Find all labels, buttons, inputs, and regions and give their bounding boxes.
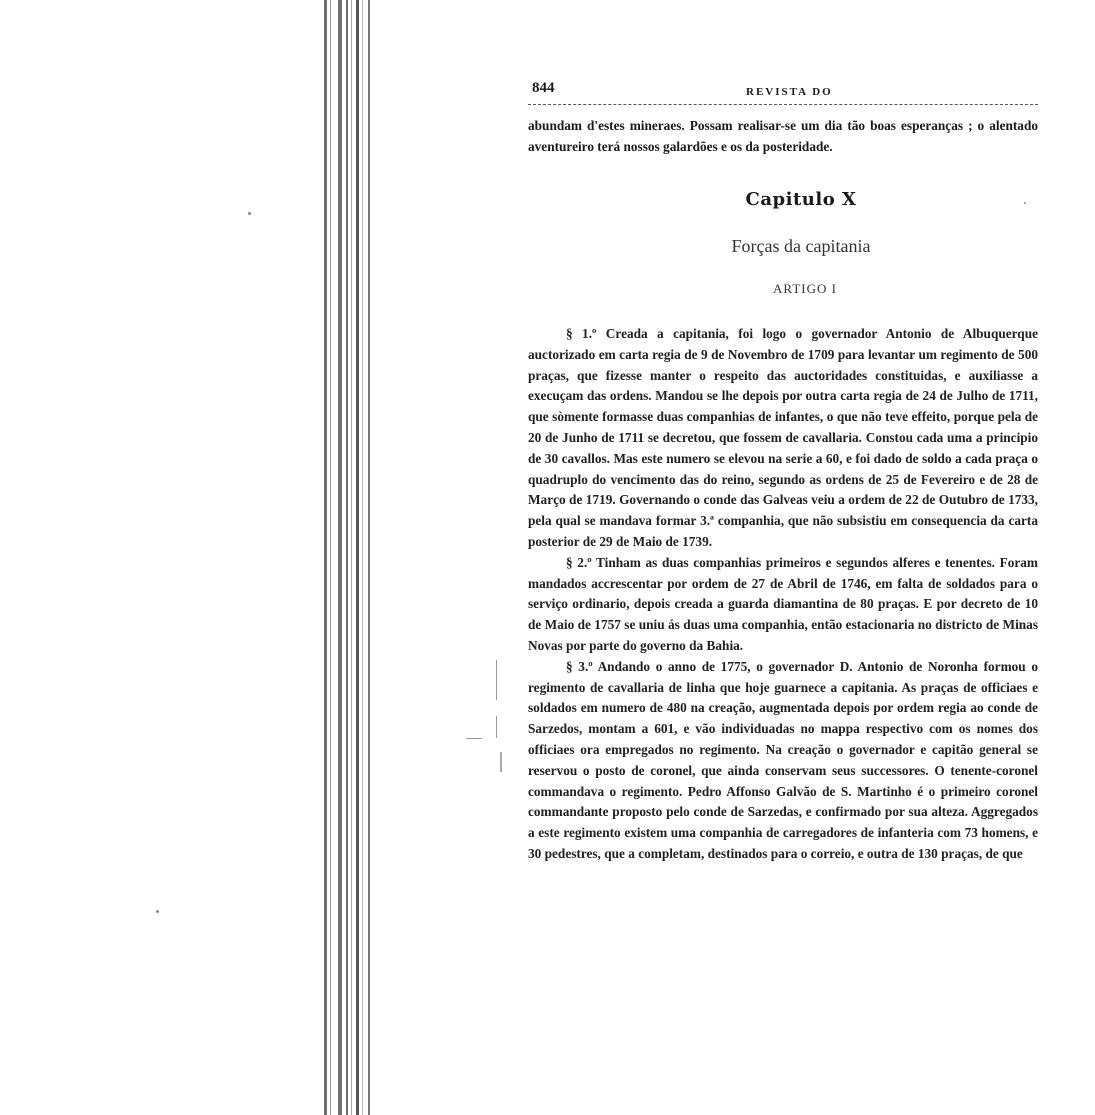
margin-mark: [496, 660, 497, 700]
margin-mark: [496, 716, 497, 738]
gutter-line: [330, 0, 331, 1115]
gutter-line: [351, 0, 352, 1115]
book-page: [528, 70, 1038, 865]
book-gutter: [318, 0, 378, 1115]
header-rule: [528, 104, 1038, 105]
margin-mark: [500, 752, 502, 772]
gutter-line: [346, 0, 348, 1115]
lead-paragraph: abundam d'estes mineraes. Possam realisar-se um dia tão boas esperanças ; o alentado aventureiro terá nossos galardões e os da posteridade.: [528, 118, 1038, 154]
paragraph: § 3.º Andando o anno de 1775, o governador D. Antonio de Noronha formou o regimento de cavallaria de linha que hoje guarnece a capitania. As praças de officiaes e soldados em numero de 480 na creação, augmentada depois por ordem regia ao conde de Sarzedos, montam a 601, e vão individuadas no mappa respectivo com os nomes dos officiaes ora empregados no regimento. Na creação o governador e capitão general se reservou o posto de coronel, que ainda conservam seus successores. O tenente-coronel commandava o regimento. Pedro Affonso Galvão de S. Martinho é o primeiro coronel commandante proposto pelo conde de Sarzedas, e confirmado por sua alteza. Aggregados a este regimento existem uma companhia de carregadores de infanteria com 73 homens, e 30 pedestres, que a completam, destinados para o correio, e outra de 130 praças, de que: [528, 658, 1038, 861]
chapter-subtitle: Forças da capitania: [731, 236, 871, 257]
running-head: [528, 70, 1038, 96]
gutter-line: [338, 0, 342, 1115]
margin-mark: [466, 738, 482, 739]
gutter-line: [356, 0, 359, 1115]
scan-speck: [156, 910, 159, 913]
paragraph: § 1.º Creada a capitania, foi logo o governador Antonio de Albuquerque auctorizado em carta regia de 9 de Novembro de 1709 para levantar um regimento de 500 praças, que fizesse manter o respeito das auctoridades constituidas, e auxiliasse a execuçam das ordens. Mandou se lhe depois por outra carta regia de 24 de Julho de 1711, que sòmente formasse duas companhias de infantes, o que não teve effeito, porque pela de 20 de Junho de 1711 se decretou, que fossem de cavallaria. Constou cada uma a principio de 30 cavallos. Mas este numero se elevou na serie a 60, e foi dado de soldo a cada praça o quadruplo do vencimento das do reino, segundo as ordens de 25 de Fevereiro e de 28 de Março de 1719. Governando o conde das Galveas veiu a ordem de 22 de Outubro de 1733, pela qual se mandava formar 3.ª companhia, que não subsistiu em consequencia da carta posterior de 29 de Maio de 1739.: [528, 325, 1038, 549]
article-heading: ARTIGO I: [773, 281, 837, 297]
journal-title: REVISTA DO: [746, 86, 833, 98]
chapter-title: Capitulo X: [745, 188, 857, 210]
gutter-line: [362, 0, 363, 1115]
page-body: [528, 116, 1038, 865]
paragraph: § 2.º Tinham as duas companhias primeiros e segundos alferes e tenentes. Foram mandados accrescentar por ordem de 27 de Abril de 1746, em falta de soldados para o serviço ordinario, depois creada a guarda diamantina de 80 praças. E por decreto de 10 de Maio de 1757 se uniu ás duas uma companhia, então estacionaria no districto de Minas Novas por parte do governo da Bahia.: [528, 554, 1038, 653]
scan-speck: [248, 212, 251, 215]
gutter-line: [368, 0, 370, 1115]
page-number: 844: [532, 80, 555, 96]
paragraph-list: [528, 324, 1038, 865]
gutter-line: [324, 0, 327, 1115]
